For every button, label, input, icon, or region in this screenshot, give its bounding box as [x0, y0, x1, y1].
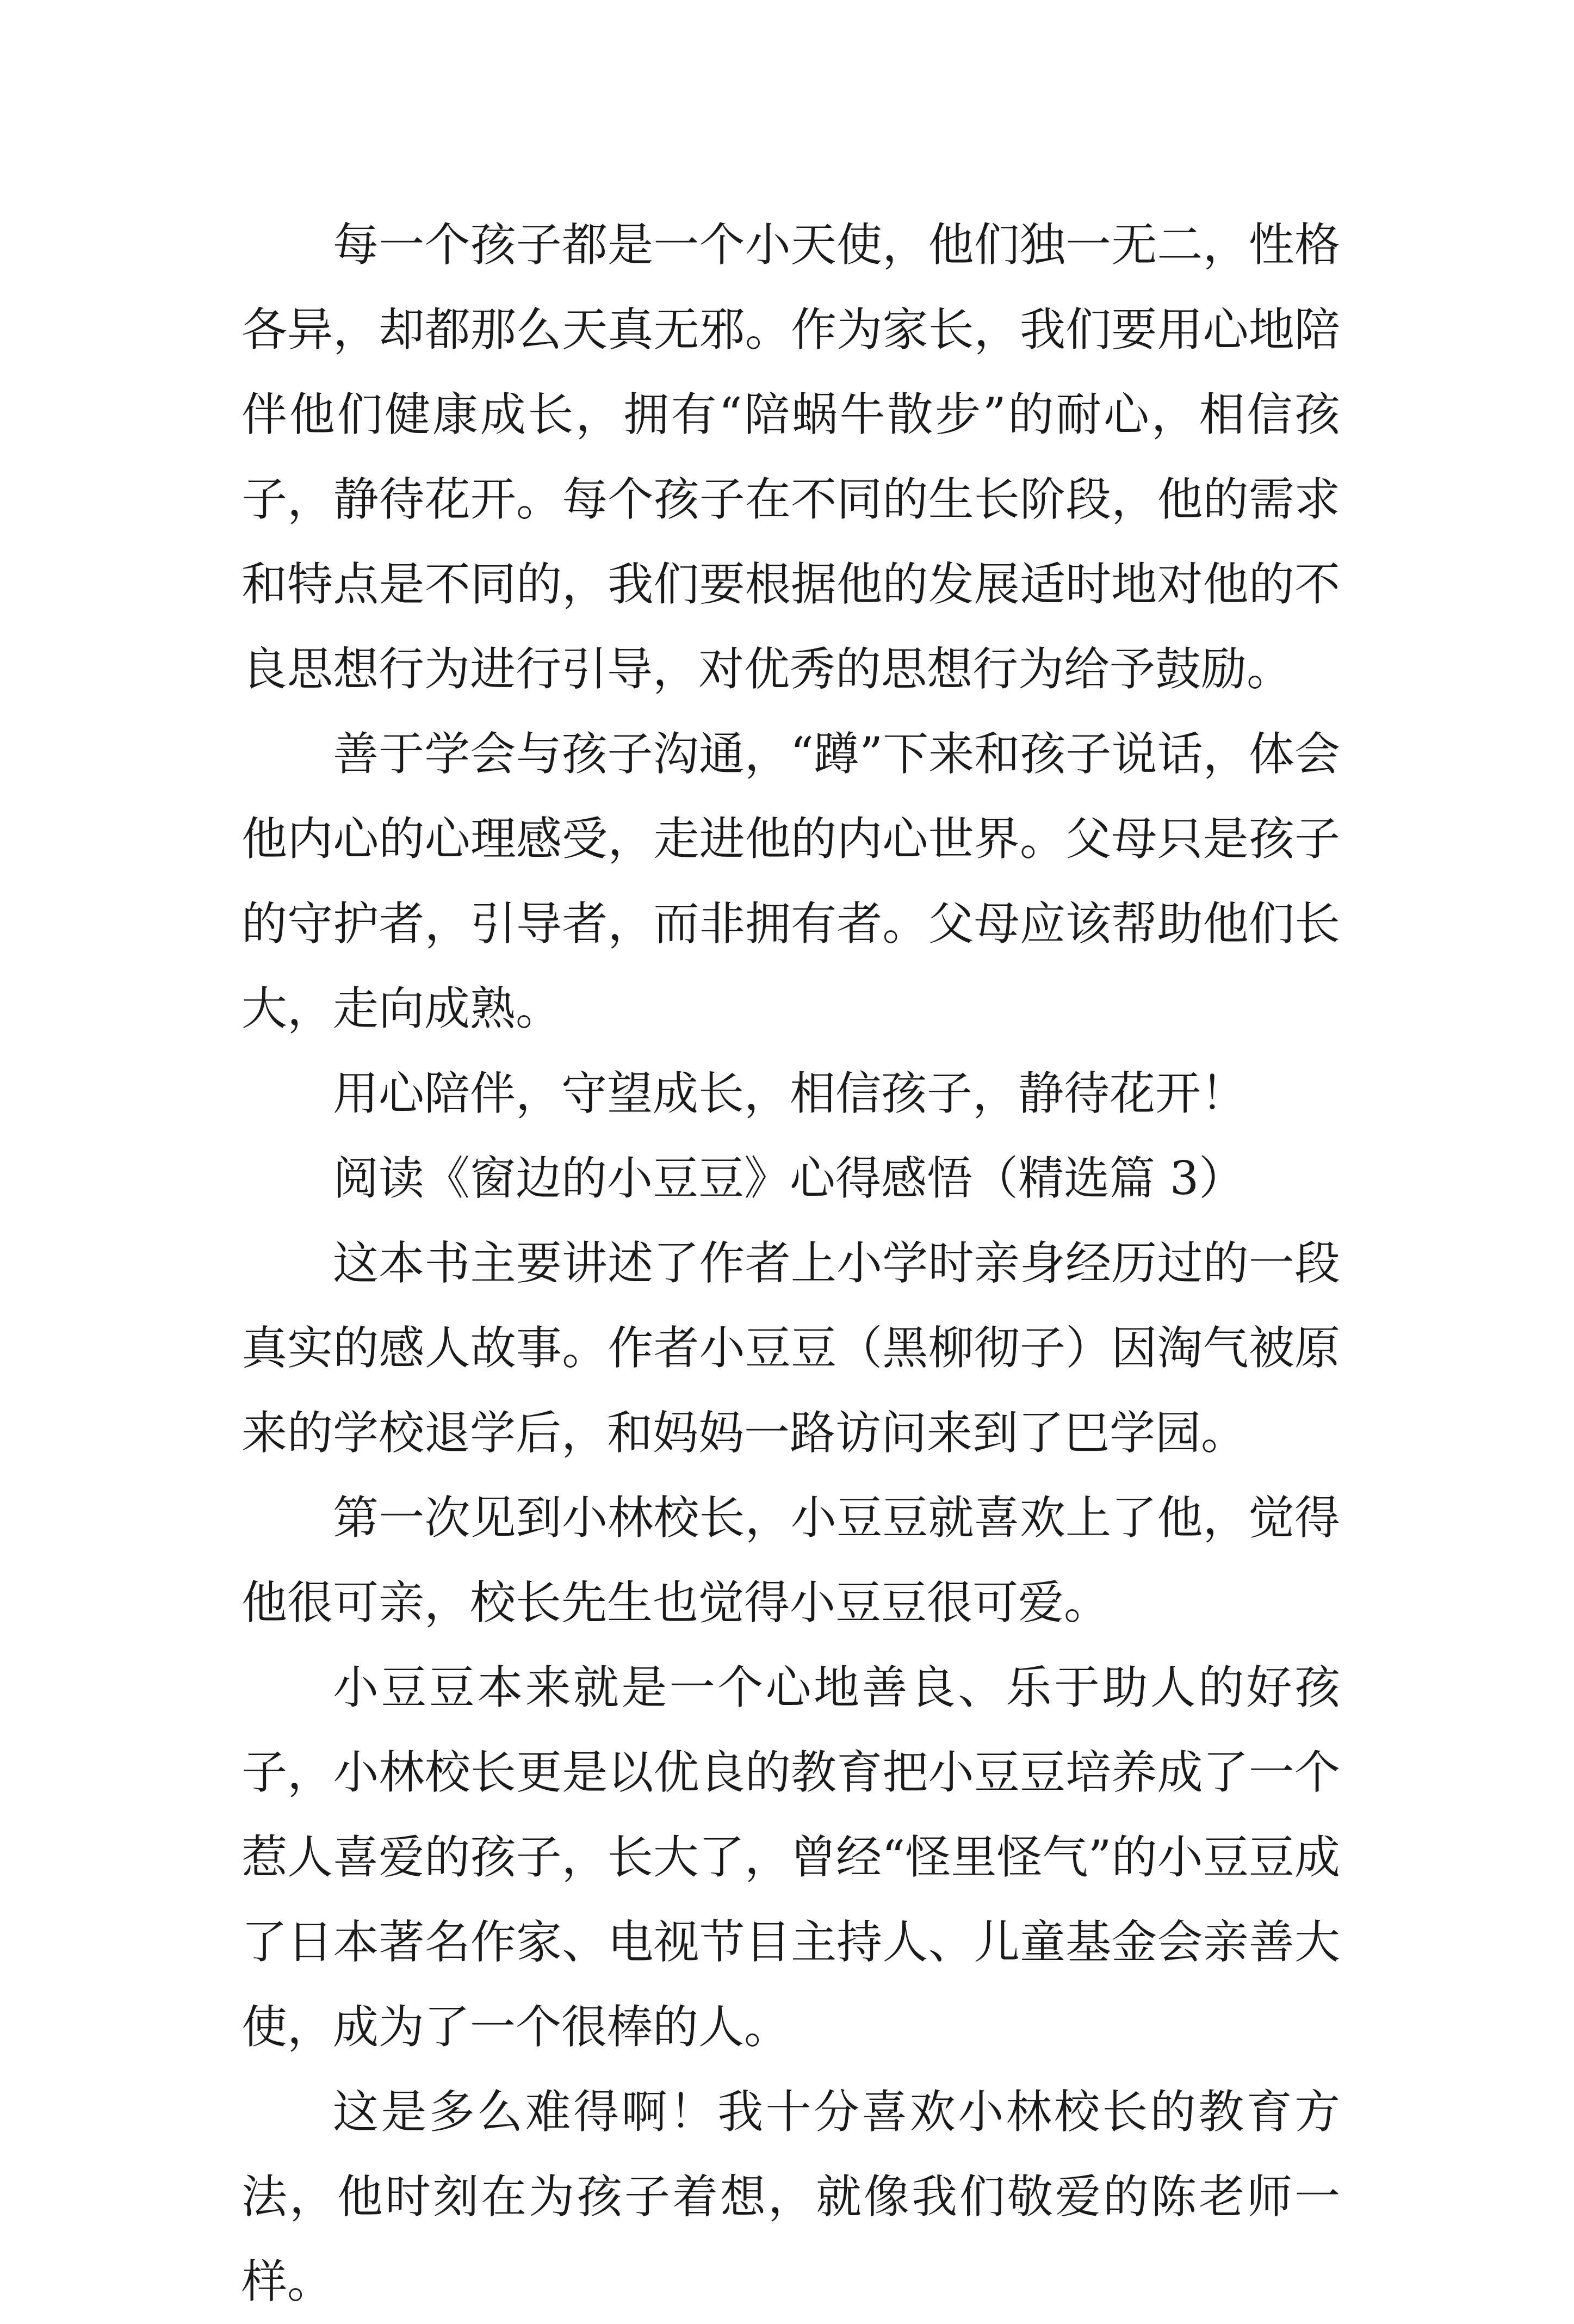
section-heading: 阅读《窗边的小豆豆》心得感悟（精选篇 3）: [333, 1152, 1245, 1205]
document-body: [241, 202, 1340, 2324]
section-paragraph-3: 小豆豆本来就是一个心地善良、乐于助人的好孩子，小林校长更是以优良的教育把小豆豆培养成了一个惹人喜爱的孩子，长大了，曾经“怪里怪气”的小豆豆成了日本著名作家、电视节目主持人、儿童基金会亲善大使，成为了一个很棒的人。: [241, 1661, 1340, 2054]
section-paragraph-4: 这是多么难得啊！我十分喜欢小林校长的教育方法，他时刻在为孩子着想，就像我们敬爱的陈老师一样。: [241, 2085, 1340, 2308]
section-paragraph-2: 第一次见到小林校长，小豆豆就喜欢上了他，觉得他很可亲，校长先生也觉得小豆豆很可爱。: [241, 1491, 1340, 1629]
paragraph-3: 用心陪伴，守望成长，相信孩子，静待花开！: [333, 1067, 1247, 1120]
section-paragraph-1: 这本书主要讲述了作者上小学时亲身经历过的一段真实的感人故事。作者小豆豆（黑柳彻子）因淘气被原来的学校退学后，和妈妈一路访问来到了巴学园。: [241, 1237, 1340, 1460]
paragraph-1: 每一个孩子都是一个小天使，他们独一无二，性格各异，却都那么天真无邪。作为家长，我们要用心地陪伴他们健康成长，拥有“陪蜗牛散步”的耐心，相信孩子，静待花开。每个孩子在不同的生长阶段，他的需求和特点是不同的，我们要根据他的发展适时地对他的不良思想行为进行引导，对优秀的思想行为给予鼓励。: [241, 218, 1340, 696]
paragraph-2: 善于学会与孩子沟通，“蹲”下来和孩子说话，体会他内心的心理感受，走进他的内心世界。父母只是孩子的守护者，引导者，而非拥有者。父母应该帮助他们长大，走向成熟。: [241, 727, 1340, 1035]
